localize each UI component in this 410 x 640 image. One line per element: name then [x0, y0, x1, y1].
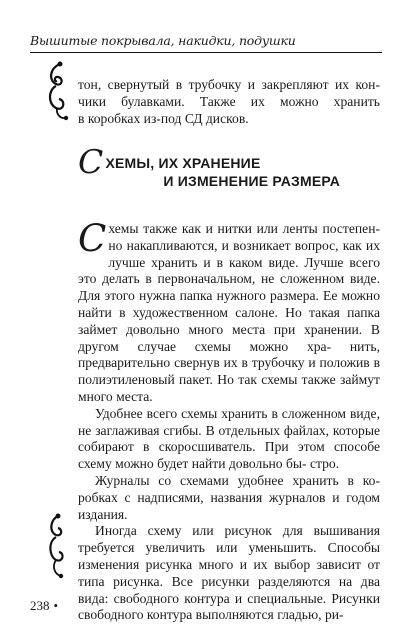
paragraph: Иногда схему или рисунок для вышивания требуется увеличить или уменьшить. Способы изменения рисунка много и их выбор зависит от типа рисунка. Все рисунки разделяются на два вида: свободного контура и специальные. Рисунки свободного контура выполняются гладью, ри-: [78, 523, 380, 623]
text-line: тон, свернутый в трубочку и закрепляют их кон-: [78, 77, 380, 92]
page-number: [30, 598, 58, 614]
page-number-value: 238: [30, 598, 50, 613]
intro-text: [78, 77, 380, 127]
heading-line-2: И ИЗМЕНЕНИЕ РАЗМЕРА: [163, 173, 340, 189]
heading-dropcap: С: [78, 142, 104, 181]
paragraph: Журналы со схемами удобнее хранить в ко- робках с надписями, названия журналов и годом издания.: [78, 472, 380, 522]
paragraph: Удобнее всего схемы хранить в сложенном виде, не заглаживая сгибы. В отдельных файлах, которые собирают в скоросшиватель. При этом способе схему можно будет найти довольно бы- стро.: [78, 405, 380, 472]
text-line: чики булавками. Также их можно хранить: [78, 93, 380, 109]
main-text: [78, 217, 380, 624]
swirl-ornament-icon: [44, 510, 70, 585]
heading-line-1: ХЕМЫ, ИХ ХРАНЕНИЕ: [105, 155, 261, 171]
paragraph-dropcap: С: [78, 217, 107, 260]
text-line: в коробках из-под СД дисков.: [78, 110, 249, 126]
section-heading: [78, 142, 340, 190]
header-rule: [30, 52, 382, 53]
paragraph-text: хемы также как и нитки или ленты постепен- но накапливаются, и возникает вопрос, как их лучше хранить и в каком виде. Лучше всего это делать в первоначальном, не сложенном виде. Для этого нужна папка нужного размера. Ее можно найти в художественном салоне. Но такая папка займет довольно много места при хранении. В другом случае схемы можно хра- нить, предварительно свернув их в трубочку и положив в полиэтиленовый пакет. Но так схемы также займут много места.: [78, 221, 380, 404]
running-head: Вышитые покрывала, накидки, подушки: [30, 33, 296, 48]
paragraph: [78, 217, 380, 406]
folio-mark: •: [53, 598, 59, 613]
swirl-ornament-icon: [44, 60, 70, 127]
